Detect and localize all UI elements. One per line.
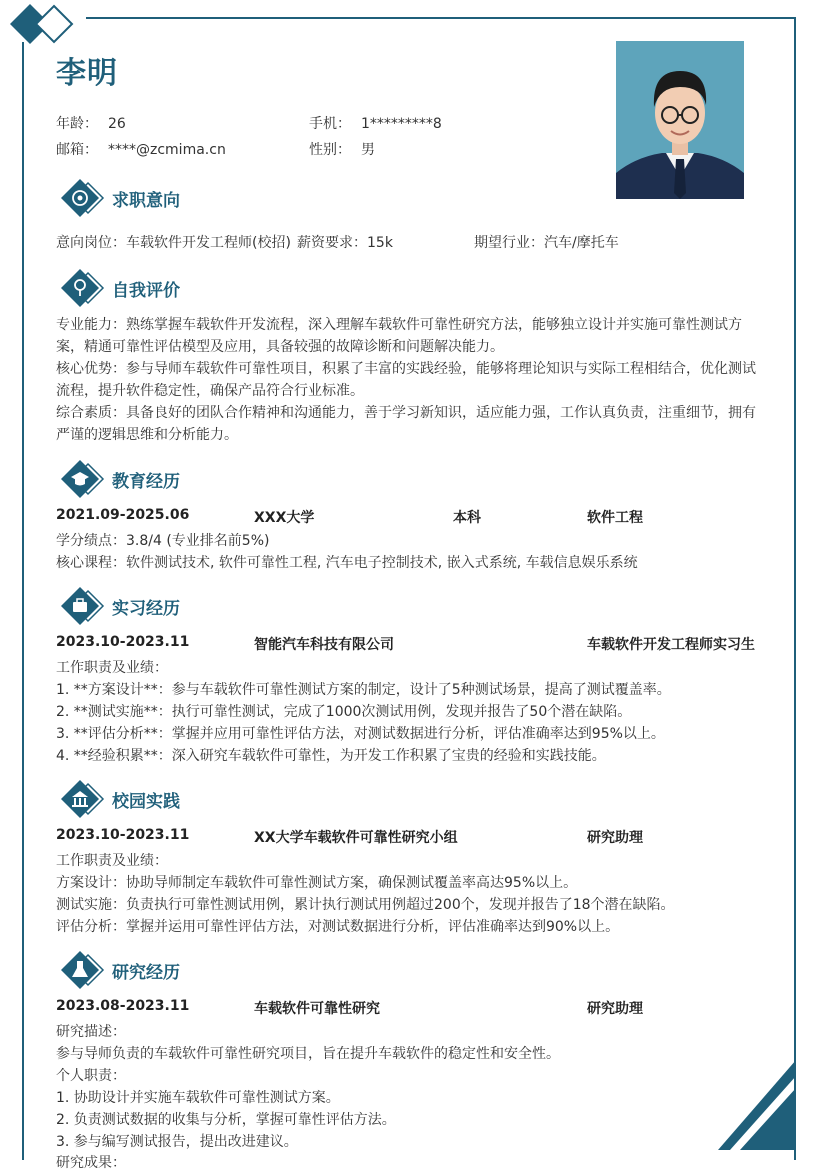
research-item: 3. 参与编写测试报告，提出改进建议。 bbox=[56, 1134, 298, 1150]
age-value: 26 bbox=[108, 116, 126, 132]
internship-role: 车载软件开发工程师实习生 bbox=[587, 637, 755, 653]
campus-org: XX大学车载软件可靠性研究小组 bbox=[254, 830, 458, 846]
education-gpa: 学分绩点：3.8/4 (专业排名前5%) bbox=[56, 533, 270, 549]
section-self-eval-header bbox=[60, 268, 760, 308]
education-school: XXX大学 bbox=[254, 510, 315, 526]
intent-salary: 薪资要求：15k bbox=[297, 235, 393, 251]
briefcase-icon bbox=[60, 586, 108, 626]
self-eval-paragraph: 核心优势：参与导师车载软件可靠性项目，积累了丰富的实践经验，能够将理论知识与实际工程相结合，优化测试流程，提升软件稳定性，确保产品符合行业标准。 bbox=[56, 361, 756, 399]
building-icon bbox=[60, 779, 108, 819]
campus-item: 评估分析：掌握并运用可靠性评估方法，对测试数据进行分析，评估准确率达到90%以上。 bbox=[56, 919, 620, 935]
phone-row bbox=[309, 113, 442, 133]
self-eval-paragraph: 专业能力：熟练掌握车载软件开发流程，深入理解车载软件可靠性研究方法，能够独立设计并实施可靠性测试方案，精通可靠性评估模型及应用，具备较强的故障诊断和问题解决能力。 bbox=[56, 317, 742, 355]
education-date: 2021.09-2025.06 bbox=[56, 507, 190, 523]
age-row bbox=[56, 113, 126, 133]
intent-industry: 期望行业：汽车/摩托车 bbox=[474, 235, 619, 251]
research-result-label: 研究成果： bbox=[56, 1155, 126, 1171]
campus-role: 研究助理 bbox=[587, 830, 643, 846]
phone-value: 1*********8 bbox=[361, 116, 442, 132]
email-label: 邮箱： bbox=[56, 142, 98, 158]
research-desc: 参与导师负责的车载软件可靠性研究项目，旨在提升车载软件的稳定性和安全性。 bbox=[56, 1046, 560, 1062]
age-label: 年龄： bbox=[56, 116, 98, 132]
intent-position: 意向岗位：车载软件开发工程师(校招) bbox=[56, 235, 291, 251]
section-campus-header bbox=[60, 779, 760, 819]
research-desc-label: 研究描述： bbox=[56, 1024, 126, 1040]
internship-item: 4. **经验积累**：深入研究车载软件可靠性，为开发工作积累了宝贵的经验和实践技能。 bbox=[56, 748, 606, 764]
education-degree: 本科 bbox=[453, 510, 481, 526]
internship-date: 2023.10-2023.11 bbox=[56, 634, 190, 650]
email-value: ****@zcmima.cn bbox=[108, 142, 226, 158]
education-major: 软件工程 bbox=[587, 510, 643, 526]
research-item: 1. 协助设计并实施车载软件可靠性测试方案。 bbox=[56, 1090, 340, 1106]
campus-item: 方案设计：协助导师制定车载软件可靠性测试方案，确保测试覆盖率高达95%以上。 bbox=[56, 875, 578, 891]
gender-value: 男 bbox=[361, 142, 375, 158]
internship-item: 1. **方案设计**：参与车载软件可靠性测试方案的制定，设计了5种测试场景，提高了测试覆盖率。 bbox=[56, 682, 671, 698]
diamond-decoration bbox=[8, 2, 78, 46]
section-title: 教育经历 bbox=[112, 472, 180, 492]
research-item: 2. 负责测试数据的收集与分析，掌握可靠性评估方法。 bbox=[56, 1112, 396, 1128]
internship-item: 2. **测试实施**：执行可靠性测试，完成了1000次测试用例，发现并报告了50个潜在缺陷。 bbox=[56, 704, 632, 720]
email-row bbox=[56, 139, 226, 159]
section-title: 实习经历 bbox=[112, 599, 180, 619]
section-intent-header bbox=[60, 178, 760, 218]
flask-icon bbox=[60, 950, 108, 990]
section-title: 研究经历 bbox=[112, 963, 180, 983]
campus-item: 测试实施：负责执行可靠性测试用例，累计执行测试用例超过200个，发现并报告了18个潜在缺陷。 bbox=[56, 897, 675, 913]
campus-date: 2023.10-2023.11 bbox=[56, 827, 190, 843]
phone-label: 手机： bbox=[309, 116, 351, 132]
research-date: 2023.08-2023.11 bbox=[56, 998, 190, 1014]
frame-left-line bbox=[22, 42, 24, 1160]
internship-item: 3. **评估分析**：掌握并应用可靠性评估方法，对测试数据进行分析，评估准确率达到95%以上。 bbox=[56, 726, 665, 742]
section-title: 校园实践 bbox=[112, 792, 180, 812]
education-courses: 核心课程：软件测试技术, 软件可靠性工程, 汽车电子控制技术, 嵌入式系统, 车载信息娱乐系统 bbox=[56, 555, 638, 571]
target-icon bbox=[60, 178, 108, 218]
research-project: 车载软件可靠性研究 bbox=[254, 1001, 380, 1017]
gender-row bbox=[309, 139, 375, 159]
research-duty-label: 个人职责： bbox=[56, 1068, 126, 1084]
flower-icon bbox=[60, 268, 108, 308]
internship-duty-label: 工作职责及业绩： bbox=[56, 660, 168, 676]
internship-company: 智能汽车科技有限公司 bbox=[254, 637, 394, 653]
corner-stripes-decoration bbox=[714, 1052, 796, 1160]
section-research-header bbox=[60, 950, 760, 990]
graduation-cap-icon bbox=[60, 459, 108, 499]
candidate-name: 李明 bbox=[56, 56, 118, 91]
self-eval-paragraph: 综合素质：具备良好的团队合作精神和沟通能力，善于学习新知识，适应能力强，工作认真负责，注重细节，拥有严谨的逻辑思维和分析能力。 bbox=[56, 405, 756, 443]
gender-label: 性别： bbox=[309, 142, 351, 158]
section-title: 求职意向 bbox=[112, 191, 180, 211]
research-role: 研究助理 bbox=[587, 1001, 643, 1017]
section-title: 自我评价 bbox=[112, 281, 180, 301]
profile-photo bbox=[616, 41, 744, 199]
campus-duty-label: 工作职责及业绩： bbox=[56, 853, 168, 869]
section-internship-header bbox=[60, 586, 760, 626]
section-education-header bbox=[60, 459, 760, 499]
frame-right-line bbox=[794, 17, 796, 1160]
frame-top-line bbox=[86, 17, 796, 19]
